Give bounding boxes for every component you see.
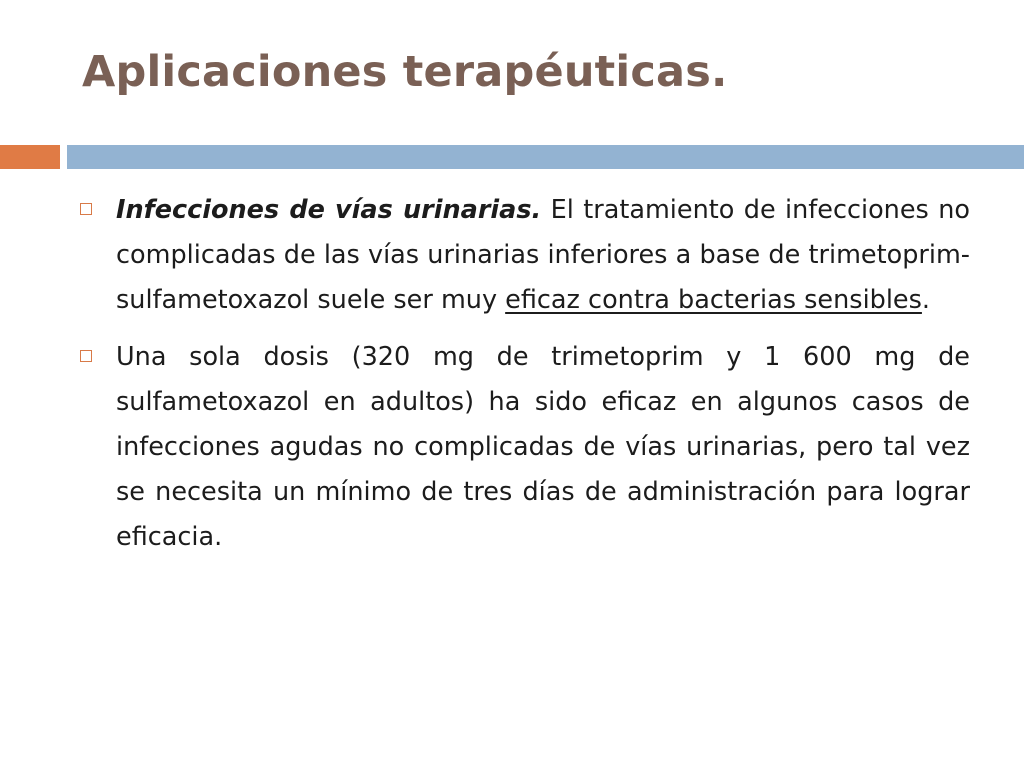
bullet-item-urinary-infections [80, 188, 970, 323]
bullet-item-single-dose [80, 335, 970, 560]
title-accent-bar [0, 145, 60, 169]
bullet-underlined-text: eficaz contra bacterias sensibles [505, 285, 922, 315]
slide-title: Aplicaciones terapéuticas. [82, 47, 728, 97]
title-divider-bar [67, 145, 1024, 169]
bullet-body-text: Una sola dosis (320 mg de trimetoprim y 1 600 mg de sulfametoxazol en adultos) ha sido eficaz en algunos casos de infecciones agudas no complicadas de vías urinarias, pero tal vez se necesita un mínimo de tres días de administración para lograr eficacia. [116, 342, 970, 552]
bullet-body-text: El tratamiento de infecciones no complicadas de las vías urinarias inferiores a base de trimetoprim-sulfametoxazol suele ser muy [116, 195, 970, 315]
square-bullet-icon [80, 350, 92, 362]
bullet-lead-heading: Infecciones de vías urinarias. [116, 195, 542, 225]
bullet-tail-text: . [921, 285, 931, 315]
bullet-list [80, 188, 970, 572]
square-bullet-icon [80, 203, 92, 215]
